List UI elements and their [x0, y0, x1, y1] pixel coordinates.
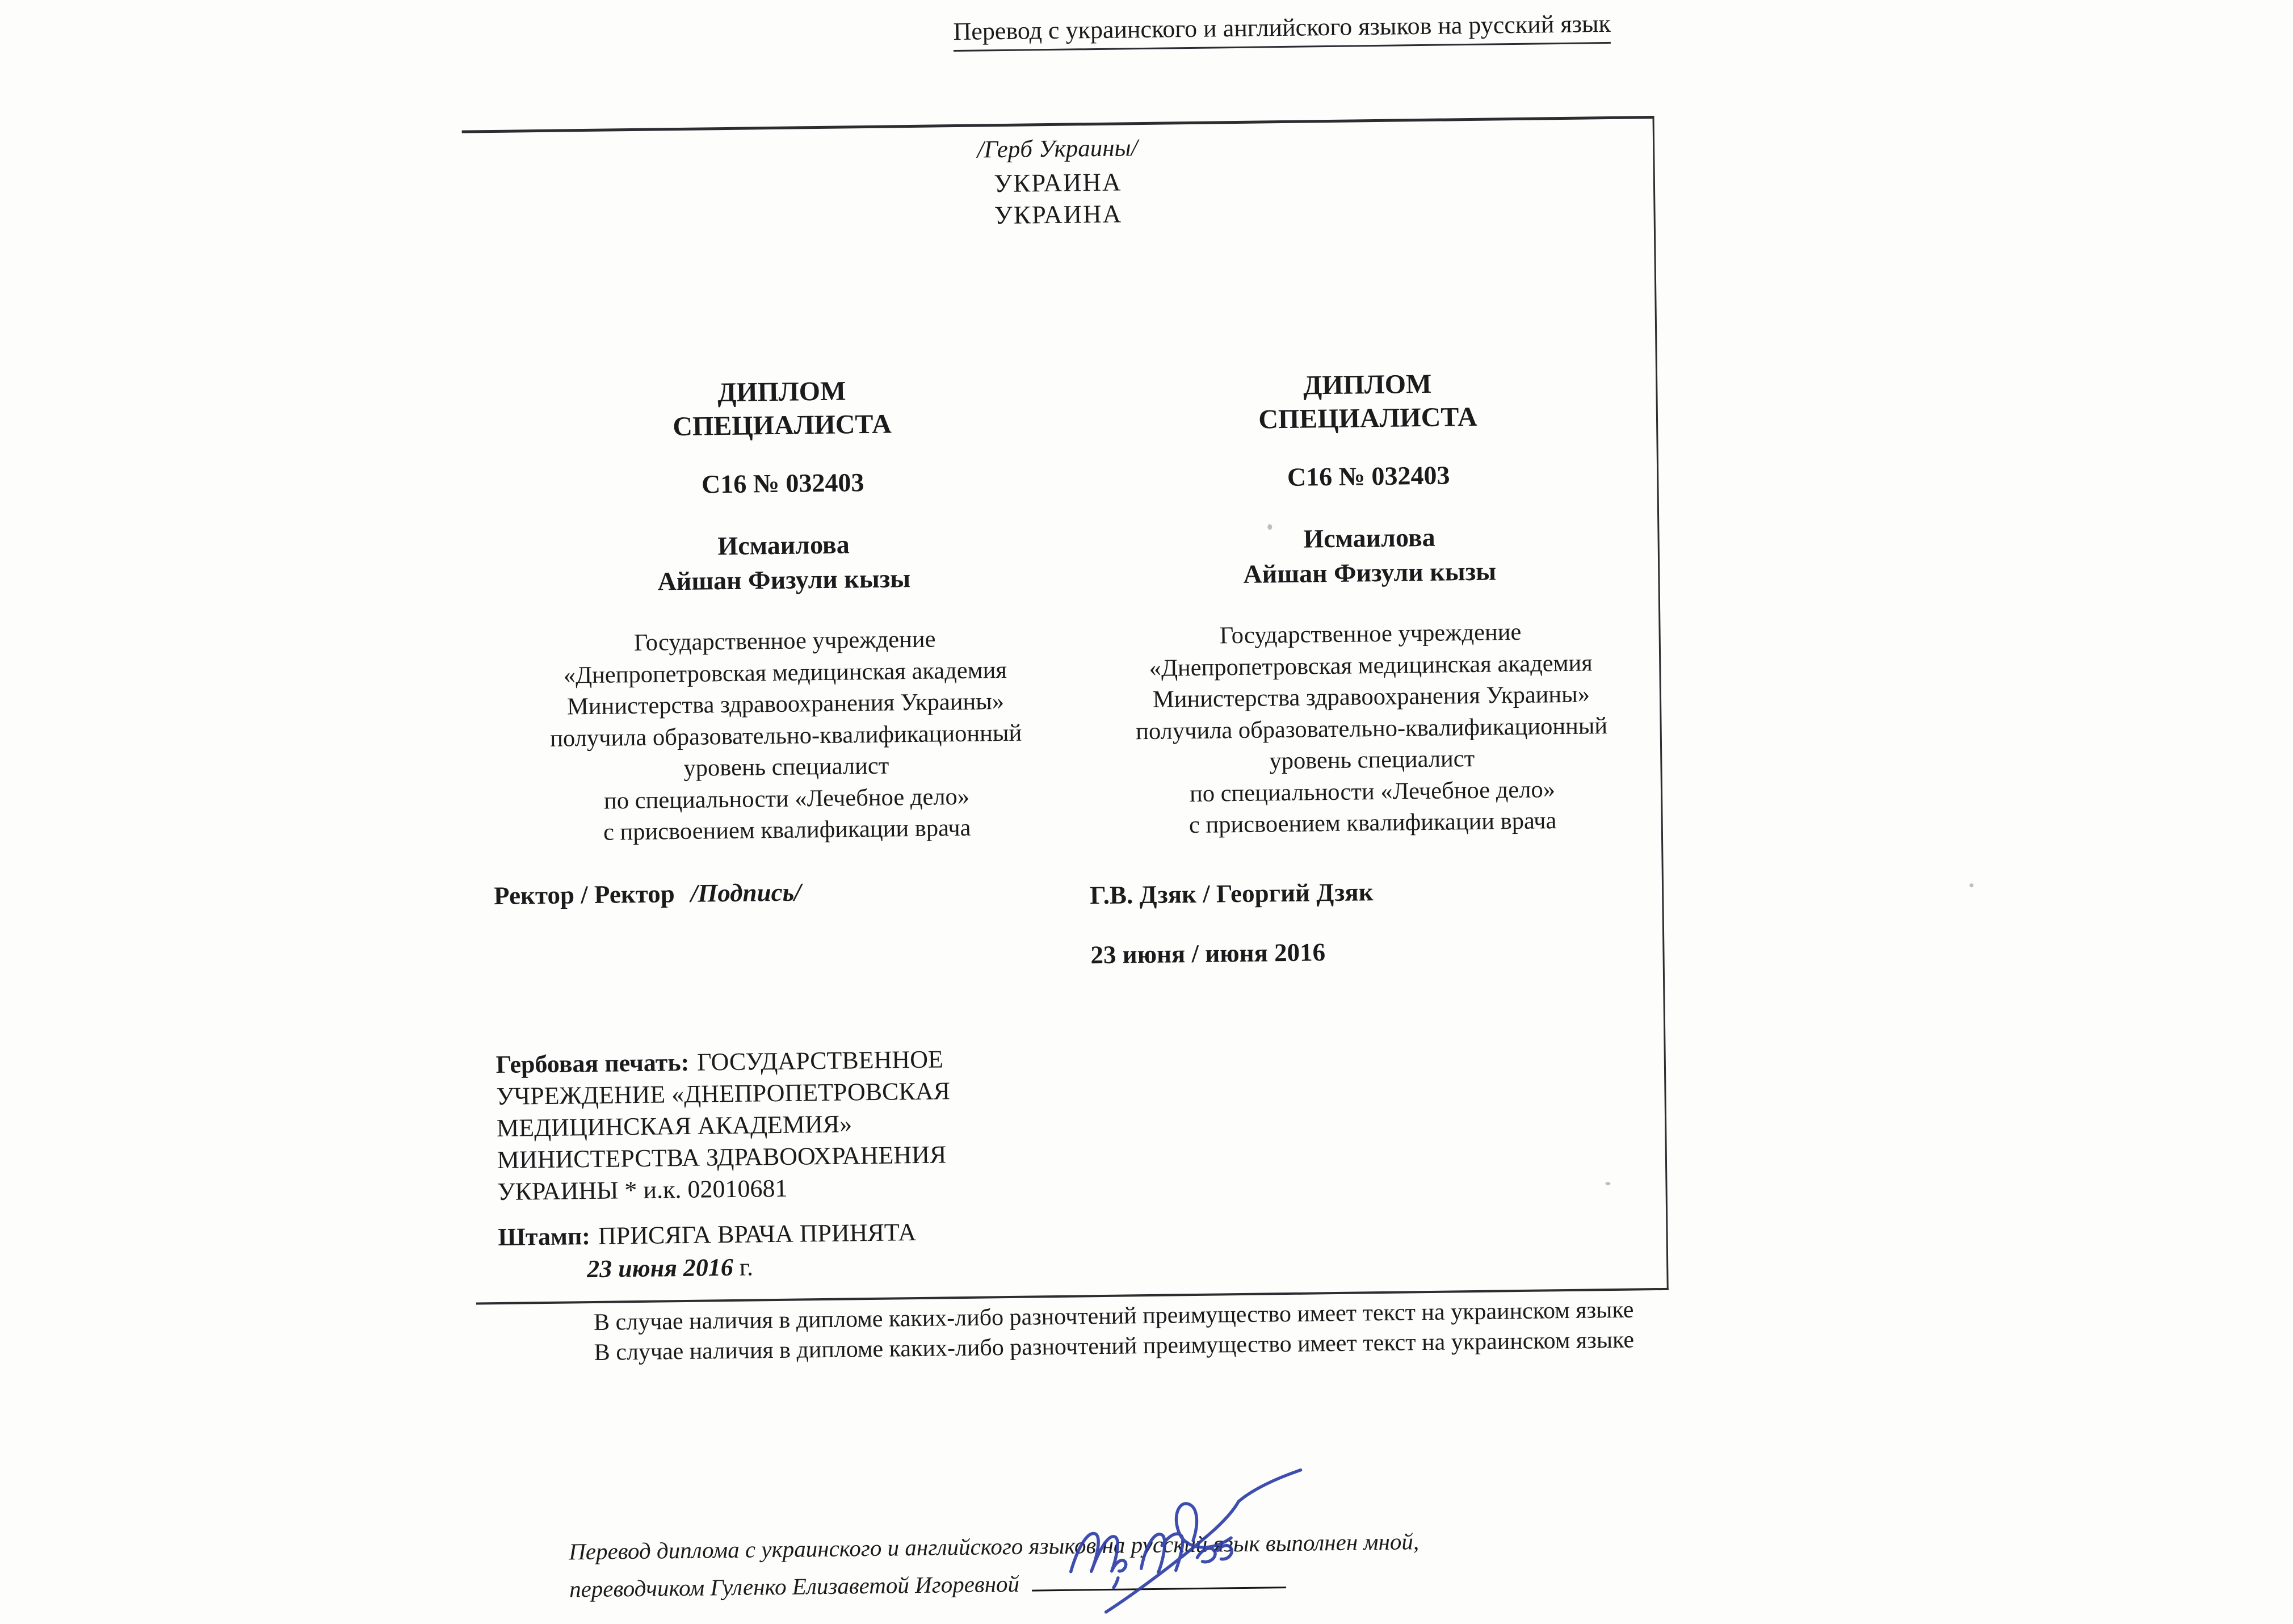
stamp-label: Штамп:	[498, 1222, 591, 1252]
body-line: «Днепропетровская медицинская академия	[1149, 649, 1593, 682]
stamp-date: 23 июня 2016	[586, 1253, 734, 1283]
seal-text-line: ГОСУДАРСТВЕННОЕ	[696, 1045, 944, 1076]
issue-date: 23 июня / июня 2016	[1090, 938, 1326, 970]
holder-given-names: Айшан Физули кызы	[657, 564, 911, 596]
body-line: «Днепропетровская медицинская академия	[563, 656, 1007, 689]
diploma-title-line1: ДИПЛОМ	[1303, 368, 1432, 401]
body-line: Министерства здравоохранения Украины»	[566, 688, 1005, 720]
diploma-body-text	[501, 622, 1071, 850]
body-line: с присвоением квалификации врача	[603, 814, 971, 846]
handwritten-signature	[1050, 1448, 1325, 1622]
holder-surname: Исмаилова	[717, 530, 850, 561]
seal-label: Гербовая печать:	[495, 1048, 690, 1079]
rector-name: Г.В. Дзяк / Георгий Дзяк	[1089, 878, 1374, 910]
seal-text-line: МИНИСТЕРСТВА ЗДРАВООХРАНЕНИЯ	[497, 1140, 947, 1174]
diploma-body-text	[1086, 615, 1657, 842]
body-line: с присвоением квалификации врача	[1189, 807, 1557, 839]
body-line: получила образовательно-квалификационный	[549, 719, 1022, 752]
stamp-text: ПРИСЯГА ВРАЧА ПРИНЯТА	[598, 1218, 917, 1250]
holder-given-names: Айшан Физули кызы	[1243, 556, 1497, 589]
translator-note-line1: Перевод диплома с украинского и английского языков на русский язык выполнен мной,	[568, 1528, 1420, 1565]
translator-note-line2: переводчиком Гуленко Елизаветой Игоревной	[569, 1570, 1020, 1602]
official-seal-description	[495, 1043, 951, 1208]
stamp-description	[498, 1218, 916, 1252]
diploma-serial-number: С16 № 032403	[701, 468, 864, 499]
diploma-title-line2: СПЕЦИАЛИСТА	[673, 409, 892, 442]
stamp-date-line	[587, 1253, 753, 1284]
signature-placeholder-note: /Подпись/	[690, 878, 801, 908]
body-line: по специальности «Лечебное дело»	[1189, 775, 1556, 807]
country-title-line1: УКРАИНА	[993, 167, 1122, 198]
stamp-date-suffix: г.	[733, 1253, 754, 1281]
diploma-column-left	[498, 372, 1071, 850]
diploma-title-line1: ДИПЛОМ	[717, 376, 846, 408]
body-line: Министерства здравоохранения Украины»	[1152, 681, 1590, 713]
diploma-serial-number: С16 № 032403	[1287, 460, 1450, 492]
holder-surname: Исмаилова	[1303, 522, 1435, 553]
caveat-line: В случае наличия в дипломе каких-либо разночтений преимущество имеет текст на украинском языке	[593, 1296, 1634, 1336]
rector-label: Ректор / Ректор	[493, 879, 675, 910]
seal-text-line: МЕДИЦИНСКАЯ АКАДЕМИЯ»	[496, 1110, 852, 1143]
diploma-title-line2: СПЕЦИАЛИСТА	[1258, 401, 1477, 435]
coat-of-arms-note: /Герб Украины/	[977, 135, 1138, 163]
scan-speck	[1267, 524, 1272, 530]
body-line: уровень специалист	[1269, 745, 1475, 775]
seal-text-line: УКРАИНЫ * и.к. 02010681	[497, 1174, 788, 1206]
diploma-frame	[462, 116, 1669, 1305]
body-line: по специальности «Лечебное дело»	[603, 783, 970, 815]
discrepancy-caveat-block	[506, 1294, 1721, 1369]
body-line: Государственное учреждение	[1219, 618, 1522, 649]
scan-speck	[1605, 1182, 1610, 1185]
translation-direction-note: Перевод с украинского и английского языков на русский язык	[953, 9, 1611, 52]
body-line: уровень специалист	[683, 752, 889, 782]
body-line: получила образовательно-квалификационный	[1135, 712, 1608, 745]
body-line: Государственное учреждение	[633, 626, 936, 657]
rector-signature-line	[494, 877, 801, 910]
diploma-column-right	[1083, 364, 1657, 842]
seal-text-line: УЧРЕЖДЕНИЕ «ДНЕПРОПЕТРОВСКАЯ	[496, 1077, 951, 1111]
scan-speck	[1969, 883, 1973, 887]
caveat-line: В случае наличия в дипломе каких-либо разночтений преимущество имеет текст на украинском языке	[594, 1327, 1635, 1366]
country-title-line2: УКРАИНА	[994, 199, 1123, 230]
